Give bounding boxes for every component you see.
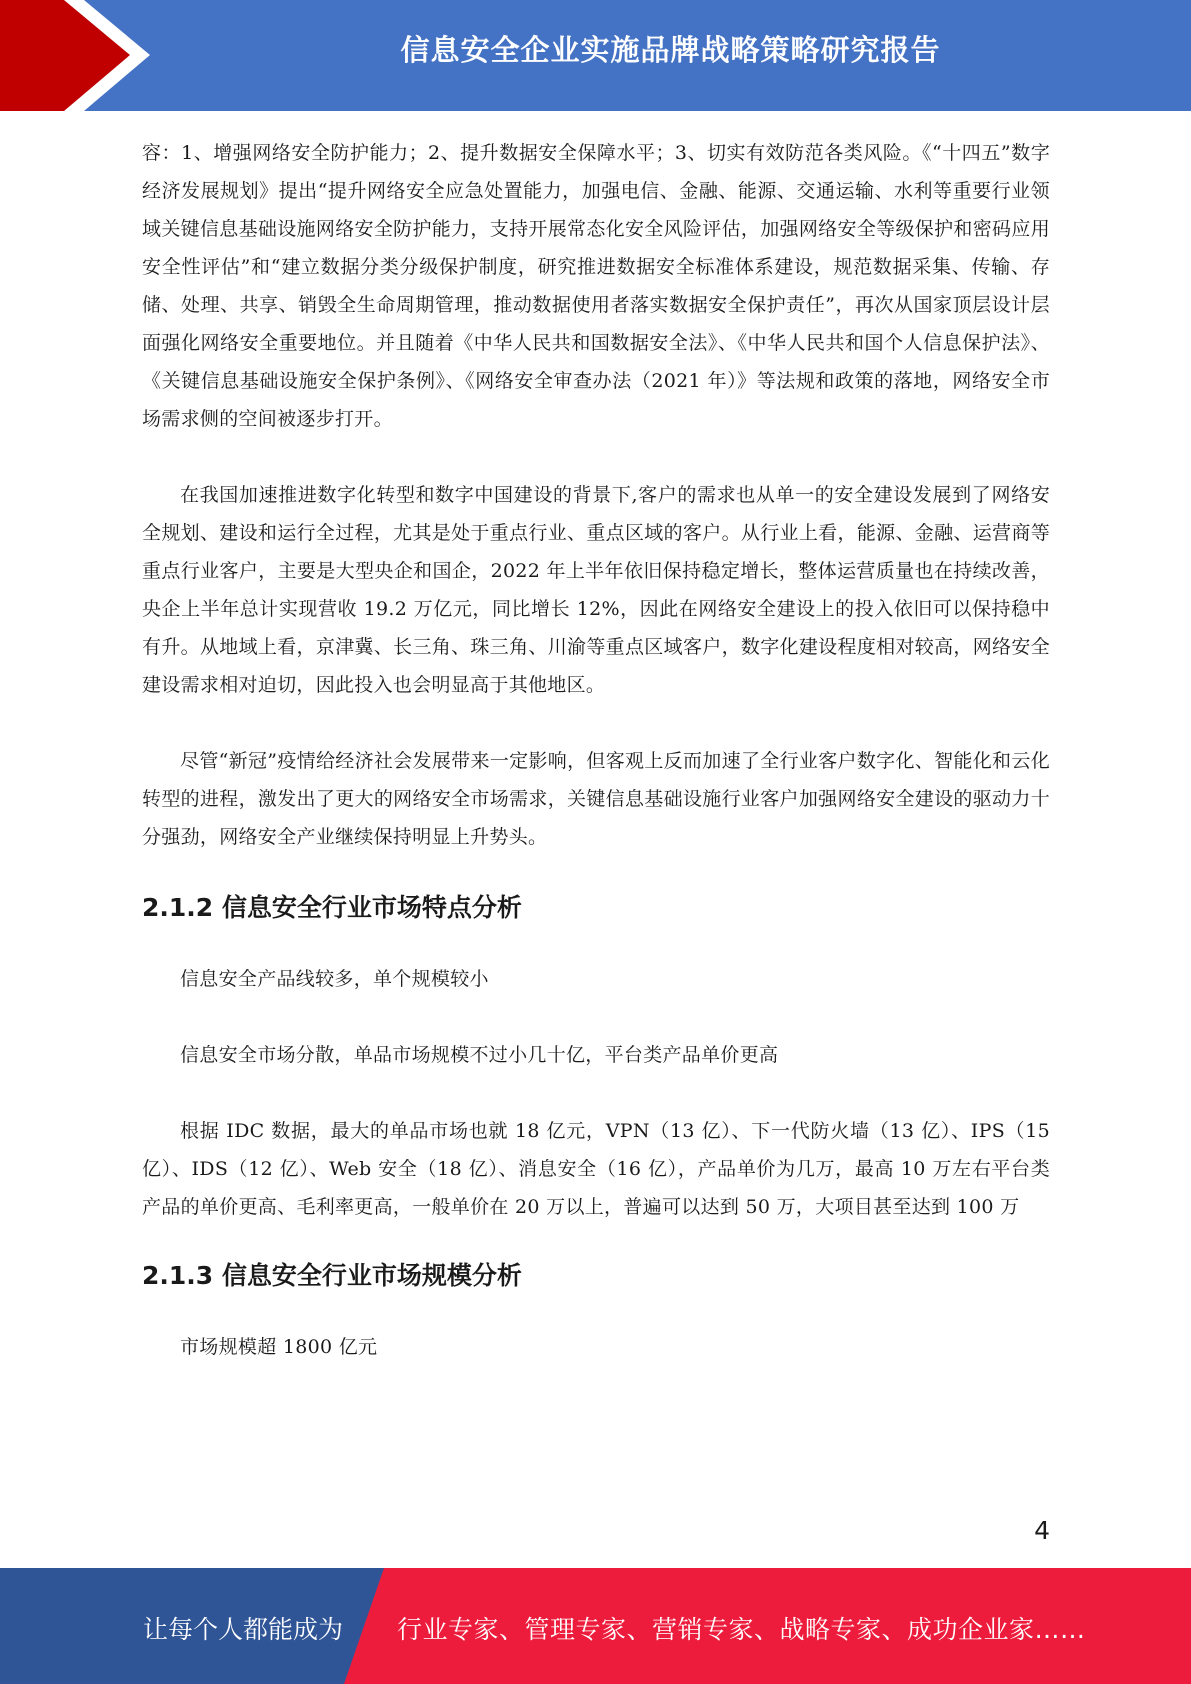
footer-slogan-left: 让每个人都能成为 <box>143 1615 344 1644</box>
page-footer <box>0 1568 1191 1684</box>
page-header <box>0 0 1191 111</box>
document-body <box>142 134 1050 1366</box>
page-number: 4 <box>1034 1516 1050 1545</box>
footer-slogan-right: 行业专家、管理专家、营销专家、战略专家、成功企业家…… <box>397 1615 1086 1644</box>
paragraph-product-lines: 信息安全产品线较多，单个规模较小 <box>180 968 489 990</box>
section-heading-2-1-2: 2.1.2 信息安全行业市场特点分析 <box>142 893 522 922</box>
section-heading-2-1-3: 2.1.3 信息安全行业市场规模分析 <box>142 1261 522 1290</box>
paragraph-idc-data: 根据 IDC 数据，最大的单品市场也就 18 亿元，VPN（13 亿）、下一代防火墙（13 亿）、IPS（15 亿）、IDS（12 亿）、Web 安全（18 亿）、消息安全（16 亿），产品单价为几万，最高 10 万左右平台类产品的单价更高、毛利率更高，一般单价在 20 万以上，普遍可以达到 50 万，大项目甚至达到 100 万 <box>142 1120 1050 1218</box>
paragraph-market-size: 市场规模超 1800 亿元 <box>180 1336 378 1358</box>
report-title: 信息安全企业实施品牌战略策略研究报告 <box>400 33 941 67</box>
paragraph-covid-impact: 尽管“新冠”疫情给经济社会发展带来一定影响，但客观上反而加速了全行业客户数字化、智能化和云化转型的进程，激发出了更大的网络安全市场需求，关键信息基础设施行业客户加强网络安全建设的驱动力十分强劲，网络安全产业继续保持明显上升势头。 <box>142 750 1050 848</box>
paragraph-policy: 容：1、增强网络安全防护能力；2、提升数据安全保障水平；3、切实有效防范各类风险。《“十四五”数字经济发展规划》提出“提升网络安全应急处置能力，加强电信、金融、能源、交通运输、水利等重要行业领域关键信息基础设施网络安全防护能力，支持开展常态化安全风险评估，加强网络安全等级保护和密码应用安全性评估”和“建立数据分类分级保护制度，研究推进数据安全标准体系建设，规范数据采集、传输、存储、处理、共享、销毁全生命周期管理，推动数据使用者落实数据安全保护责任”，再次从国家顶层设计层面强化网络安全重要地位。并且随着《中华人民共和国数据安全法》、《中华人民共和国个人信息保护法》、《关键信息基础设施安全保护条例》、《网络安全审查办法（2021 年）》等法规和政策的落地，网络安全市场需求侧的空间被逐步打开。 <box>142 142 1050 430</box>
paragraph-customer-demand: 在我国加速推进数字化转型和数字中国建设的背景下,客户的需求也从单一的安全建设发展到了网络安全规划、建设和运行全过程，尤其是处于重点行业、重点区域的客户。从行业上看，能源、金融、运营商等重点行业客户，主要是大型央企和国企，2022 年上半年依旧保持稳定增长，整体运营质量也在持续改善，央企上半年总计实现营收 19.2 万亿元，同比增长 12%，因此在网络安全建设上的投入依旧可以保持稳中有升。从地域上看，京津冀、长三角、珠三角、川渝等重点区域客户，数字化建设程度相对较高，网络安全建设需求相对迫切，因此投入也会明显高于其他地区。 <box>142 484 1050 696</box>
paragraph-market-dispersed: 信息安全市场分散，单品市场规模不过小几十亿，平台类产品单价更高 <box>180 1044 779 1066</box>
